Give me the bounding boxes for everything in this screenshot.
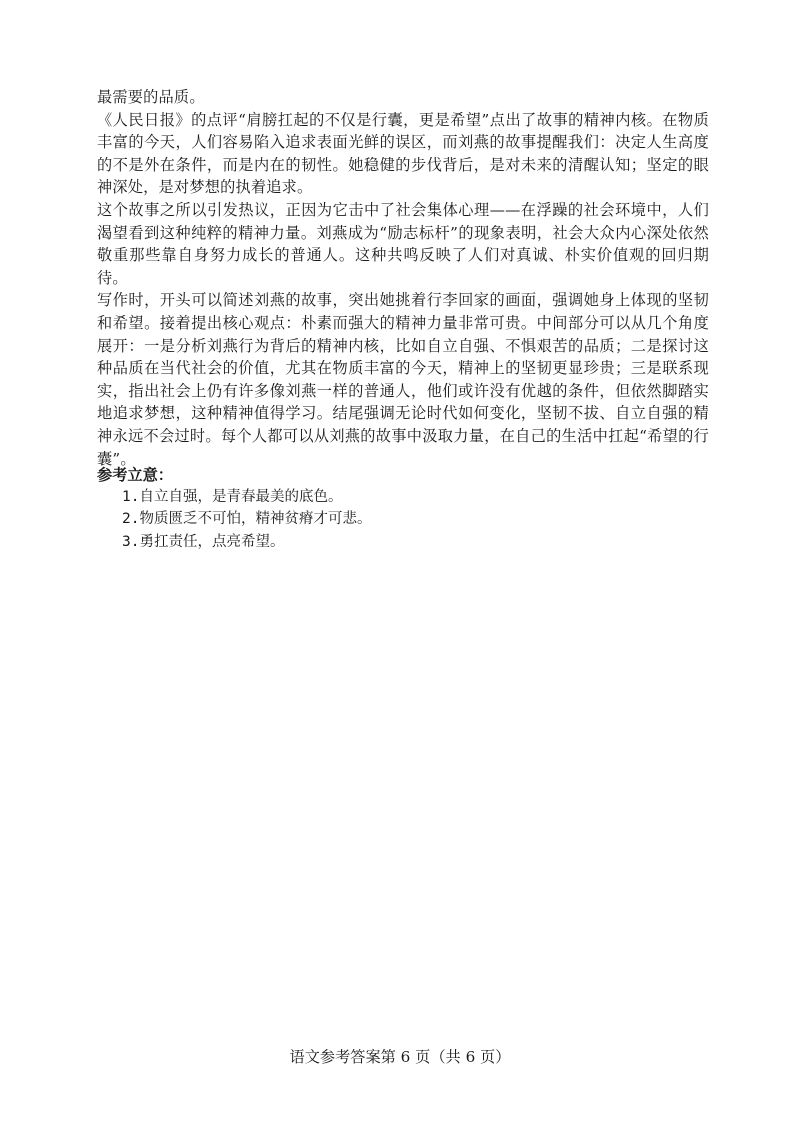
reference-list <box>122 486 371 553</box>
reference-heading: 参考立意： <box>97 466 173 484</box>
reference-item-2: 2.物质匮乏不可怕，精神贫瘠才可悲。 <box>122 511 372 528</box>
paragraph-4: 写作时，开头可以简述刘燕的故事，突出她挑着行李回家的画面，强调她身上体现的坚韧和希望。接着提出核心观点：朴素而强大的精神力量非常可贵。中间部分可以从几个角度展开：一是分析刘燕行为背后的精神内核，比如自立自强、不惧艰苦的品质；二是探讨这种品质在当代社会的价值，尤其在物质丰富的今天，精神上的坚韧更显珍贵；三是联系现实，指出社会上仍有许多像刘燕一样的普通人，他们或许没有优越的条件，但依然脚踏实地追求梦想，这种精神值得学习。结尾强调无论时代如何变化，坚韧不拔、自立自强的精神永远不会过时。每个人都可以从刘燕的故事中汲取力量，在自己的生活中扛起“希望的行囊”。 <box>97 291 709 468</box>
answer-body <box>97 86 709 470</box>
reference-item-1: 1.自立自强，是青春最美的底色。 <box>122 489 343 505</box>
paragraph-1: 最需要的品质。 <box>97 88 205 106</box>
page-footer: 语文参考答案第 6 页（共 6 页） <box>289 1048 511 1066</box>
paragraph-2: 《人民日报》的点评“肩膀扛起的不仅是行囊，更是希望”点出了故事的精神内核。在物质丰富的今天，人们容易陷入追求表面光鲜的误区，而刘燕的故事提醒我们：决定人生高度的不是外在条件，而是内在的韧性。她稳健的步伐背后，是对未来的清醒认知；坚定的眼神深处，是对梦想的执着追求。 <box>97 110 709 197</box>
reference-item-3: 3.勇扛责任，点亮希望。 <box>122 533 285 550</box>
paragraph-3: 这个故事之所以引发热议，正因为它击中了社会集体心理——在浮躁的社会环境中，人们渴望看到这种纯粹的精神力量。刘燕成为“励志标杆”的现象表明，社会大众内心深处依然敬重那些靠自身努力成长的普通人。这种共鸣反映了人们对真诚、朴实价值观的回归期待。 <box>97 200 709 287</box>
